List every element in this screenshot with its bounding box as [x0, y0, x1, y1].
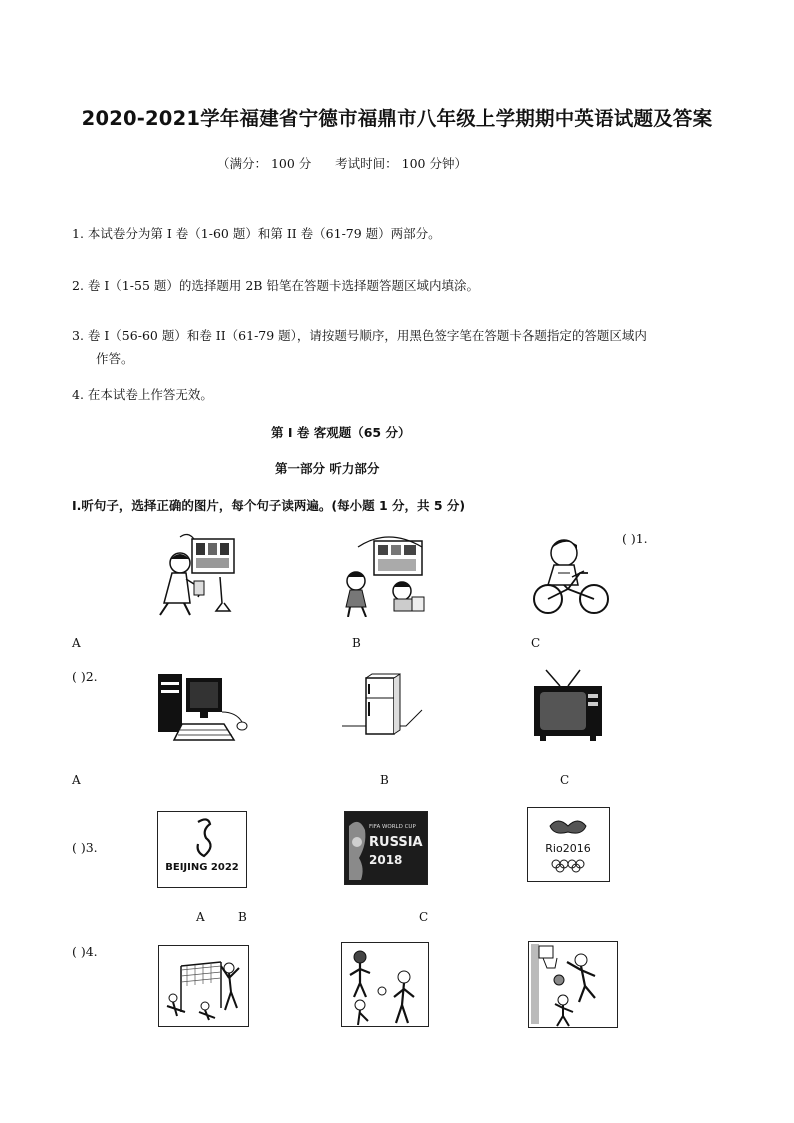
question-3-number: ( )3.: [72, 840, 98, 855]
question-1-number: ( )1.: [622, 531, 648, 546]
q3-option-a: A: [196, 910, 205, 924]
sub-title: 第一部分 听力部分: [275, 461, 380, 476]
q1-image-c-boy-riding-bike: [528, 533, 614, 617]
q2-image-c-television: [530, 668, 606, 744]
q3-option-c: C: [419, 910, 429, 924]
instruction-1: 1. 本试卷分为第 I 卷（1-60 题）和第 II 卷（61-79 题）两部分。: [72, 226, 441, 241]
part-title: 第 I 卷 客观题（65 分）: [271, 425, 411, 440]
beijing-2022-text: BEIJING 2022: [165, 862, 239, 873]
task-heading: I.听句子，选择正确的图片，每个句子读两遍。(每小题 1 分，共 5 分): [72, 498, 466, 513]
q4-image-b-football: [341, 942, 429, 1027]
q1-option-a: A: [72, 636, 81, 650]
q1-image-a-man-shopping: [150, 533, 242, 617]
q3-image-a-beijing-2022-logo: [157, 811, 247, 888]
instruction-4: 4. 在本试卷上作答无效。: [72, 387, 213, 402]
q1-option-b: B: [352, 636, 361, 650]
page-title: 2020-2021学年福建省宁德市福鼎市八年级上学期期中英语试题及答案: [81, 107, 713, 130]
q3-image-c-rio-2016-logo: [527, 807, 610, 882]
q2-image-a-computer: [152, 668, 250, 748]
year-2018-text: 2018: [369, 853, 403, 867]
fifa-world-cup-text: FIFA WORLD CUP: [369, 824, 416, 830]
q2-image-b-refrigerator: [340, 672, 424, 740]
rio-2016-text: Rio2016: [545, 842, 591, 855]
q4-image-c-basketball: [528, 941, 618, 1028]
instruction-2: 2. 卷 I（1-55 题）的选择题用 2B 铅笔在答题卡选择题答题区域内填涂。: [72, 278, 479, 293]
q3-image-b-fifa-russia-2018: [344, 811, 428, 885]
instruction-3: 3. 卷 I（56-60 题）和卷 II（61-79 题），请按题号顺序，用黑色签字笔在答题卡各题指定的答题区域内: [72, 328, 647, 343]
score-time-line: （满分： 100 分 考试时间： 100 分钟）: [217, 156, 467, 171]
q4-image-a-volleyball: [158, 945, 249, 1027]
q3-option-b: B: [238, 910, 247, 924]
q2-option-b: B: [380, 773, 389, 787]
instruction-3-cont: 作答。: [96, 351, 134, 366]
q2-option-a: A: [72, 773, 81, 787]
question-2-number: ( )2.: [72, 669, 98, 684]
q2-option-c: C: [560, 773, 570, 787]
q1-option-c: C: [531, 636, 541, 650]
q1-image-b-kids-at-store: [338, 533, 430, 617]
question-4-number: ( )4.: [72, 944, 98, 959]
russia-text: RUSSIA: [369, 835, 423, 850]
